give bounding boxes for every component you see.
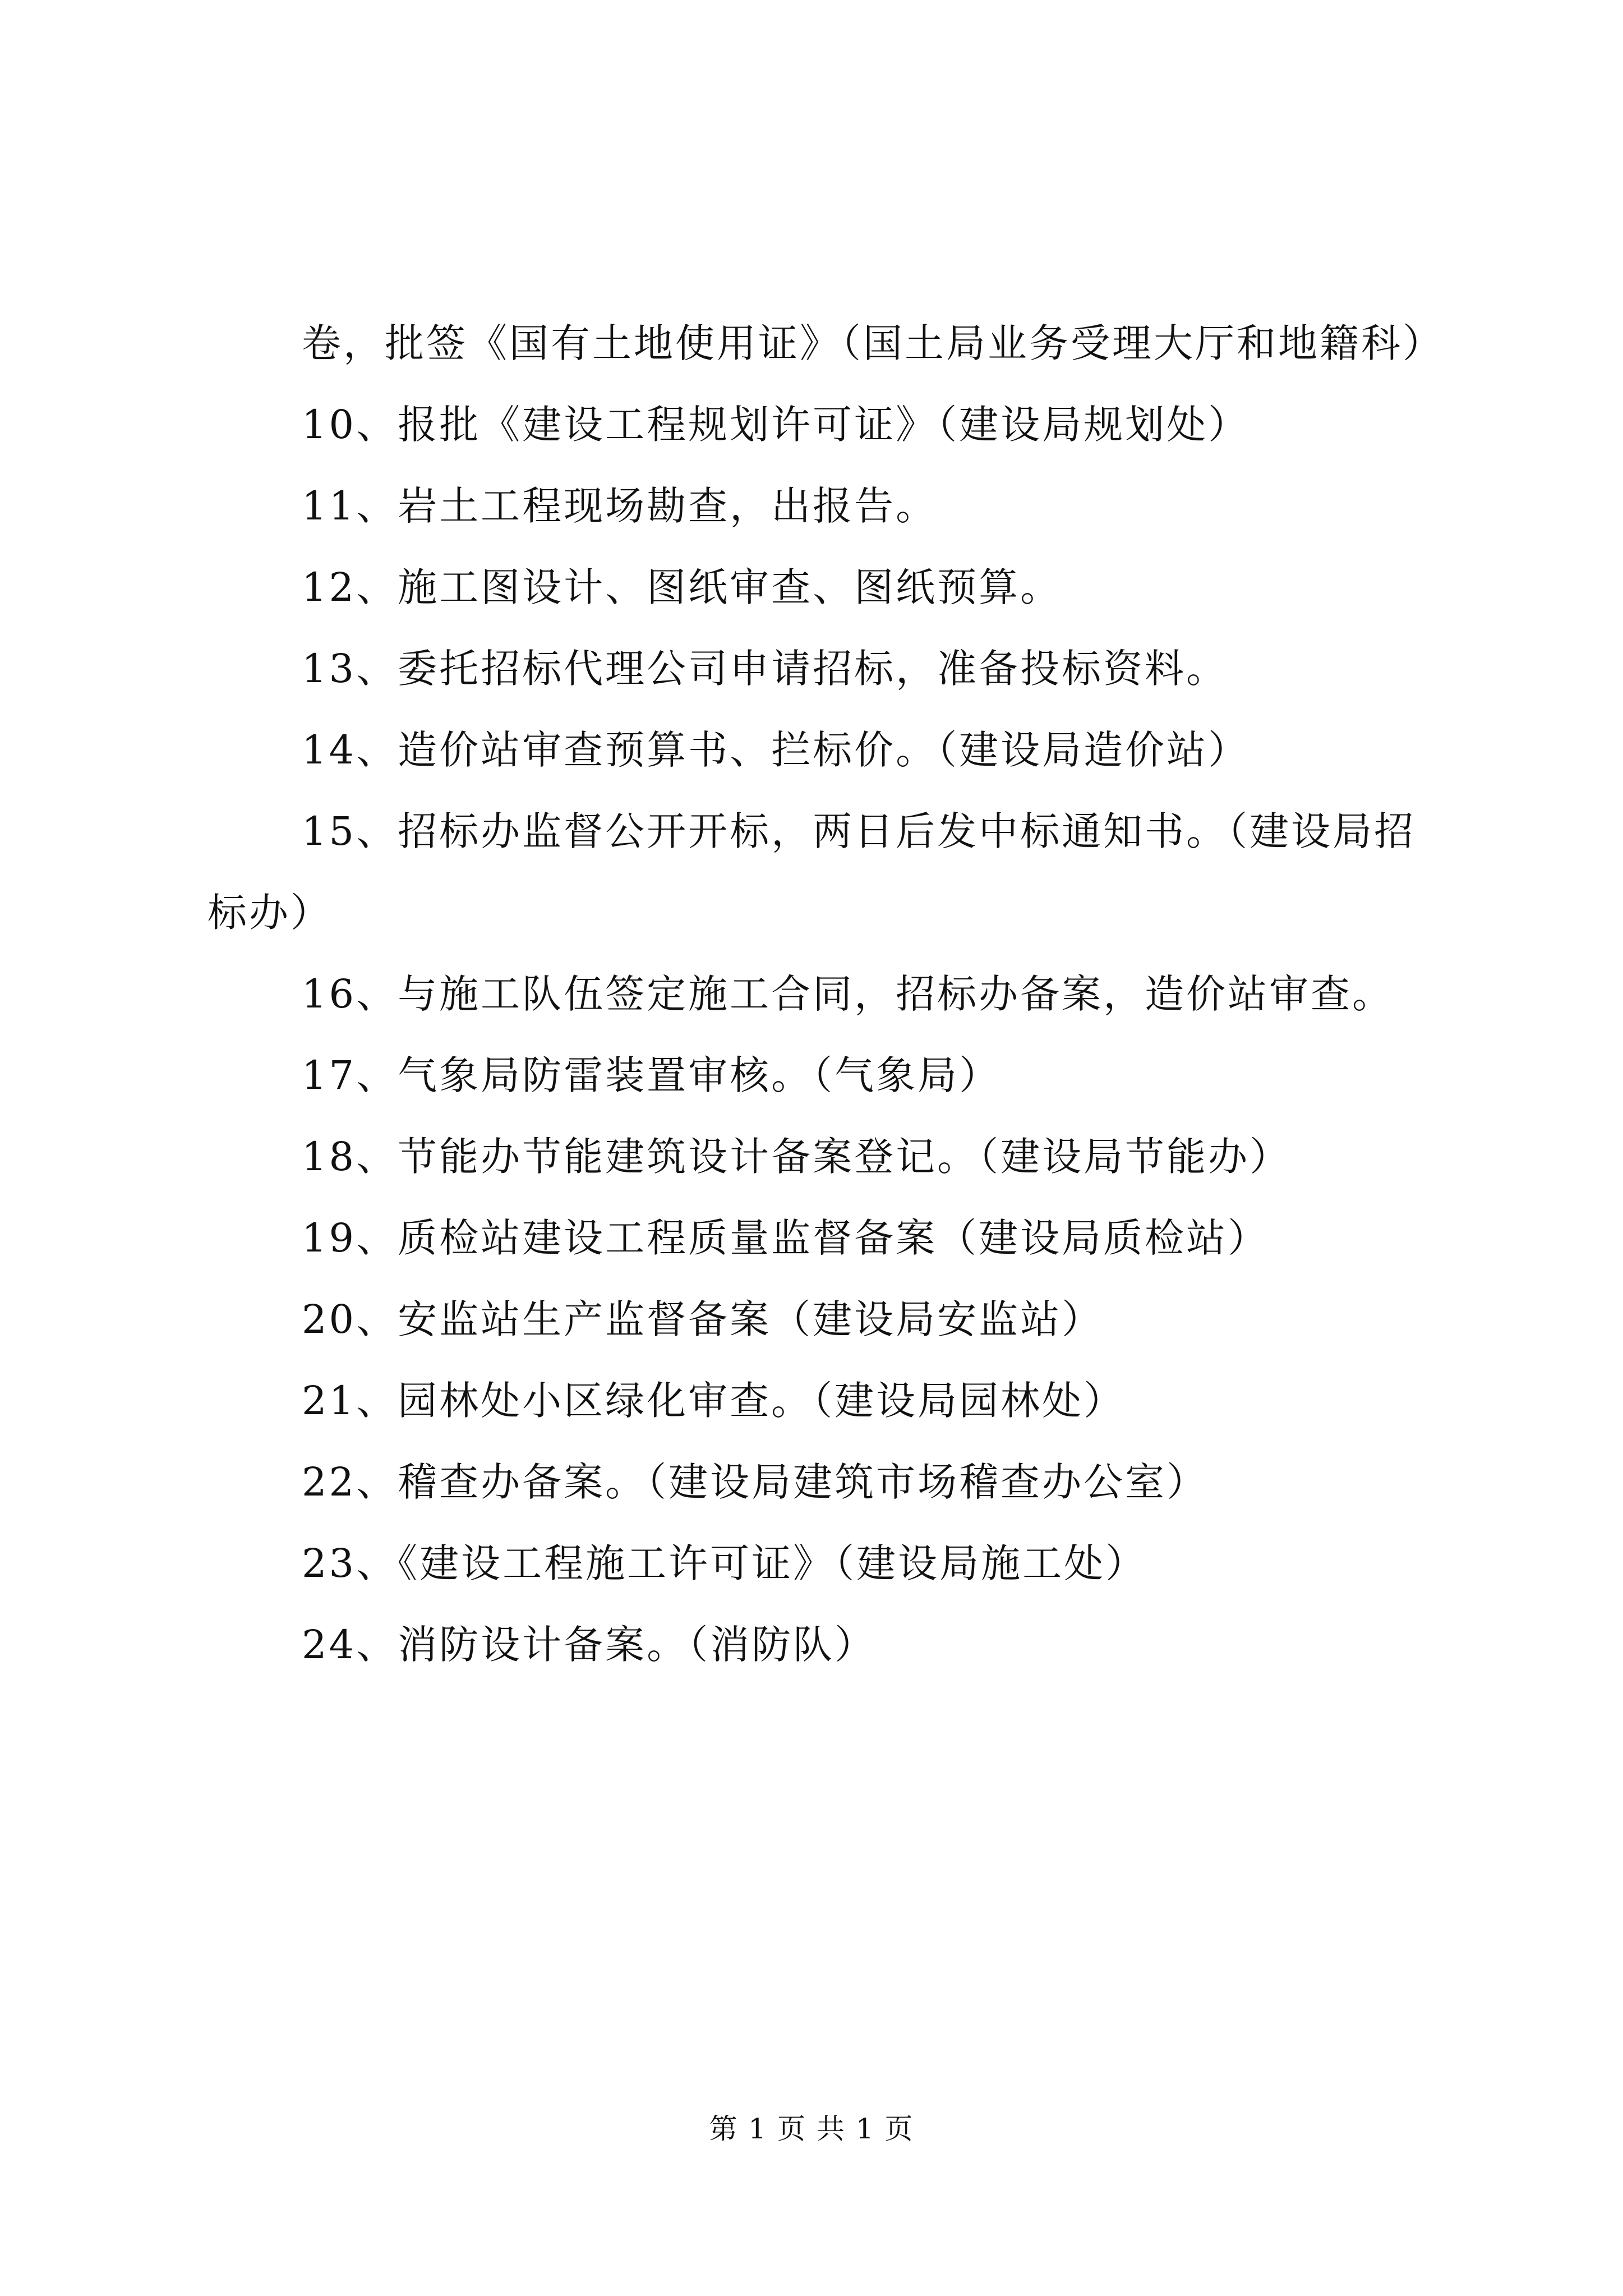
paragraph-item-24: 24、消防设计备案。（消防队） [302,1622,877,1668]
paragraph-item-13: 13、委托招标代理公司申请招标，准备投标资料。 [302,646,1228,692]
paragraph-item-20: 20、安监站生产监督备案（建设局安监站） [302,1296,1104,1342]
paragraph-item-17: 17、气象局防雷装置审核。（气象局） [302,1052,1001,1098]
paragraph-item-19: 19、质检站建设工程质量监督备案（建设局质检站） [302,1215,1270,1261]
paragraph-item-11: 11、岩土工程现场勘查，出报告。 [302,483,938,529]
paragraph-item-16: 16、与施工队伍签定施工合同，招标办备案，造价站审查。 [302,971,1394,1017]
paragraph-land-certificate: 卷，批签《国有土地使用证》（国土局业务受理大厅和地籍科） [302,320,1444,366]
paragraph-item-14: 14、造价站审查预算书、拦标价。（建设局造价站） [302,727,1250,773]
paragraph-item-23: 23、《建设工程施工许可证》（建设局施工处） [302,1540,1147,1586]
paragraph-item-10: 10、报批《建设工程规划许可证》（建设局规划处） [302,402,1250,448]
page-footer: 第 1 页 共 1 页 [709,2113,914,2145]
paragraph-item-21: 21、园林处小区绿化审查。（建设局园林处） [302,1378,1126,1424]
paragraph-item-12: 12、施工图设计、图纸审查、图纸预算。 [302,564,1062,610]
paragraph-item-22: 22、稽查办备案。（建设局建筑市场稽查办公室） [302,1459,1209,1505]
paragraph-item-18: 18、节能办节能建筑设计备案登记。（建设局节能办） [302,1134,1292,1180]
document-body [208,303,1444,1686]
paragraph-item-15: 15、招标办监督公开开标，两日后发中标通知书。（建设局招标办） [208,808,1416,936]
